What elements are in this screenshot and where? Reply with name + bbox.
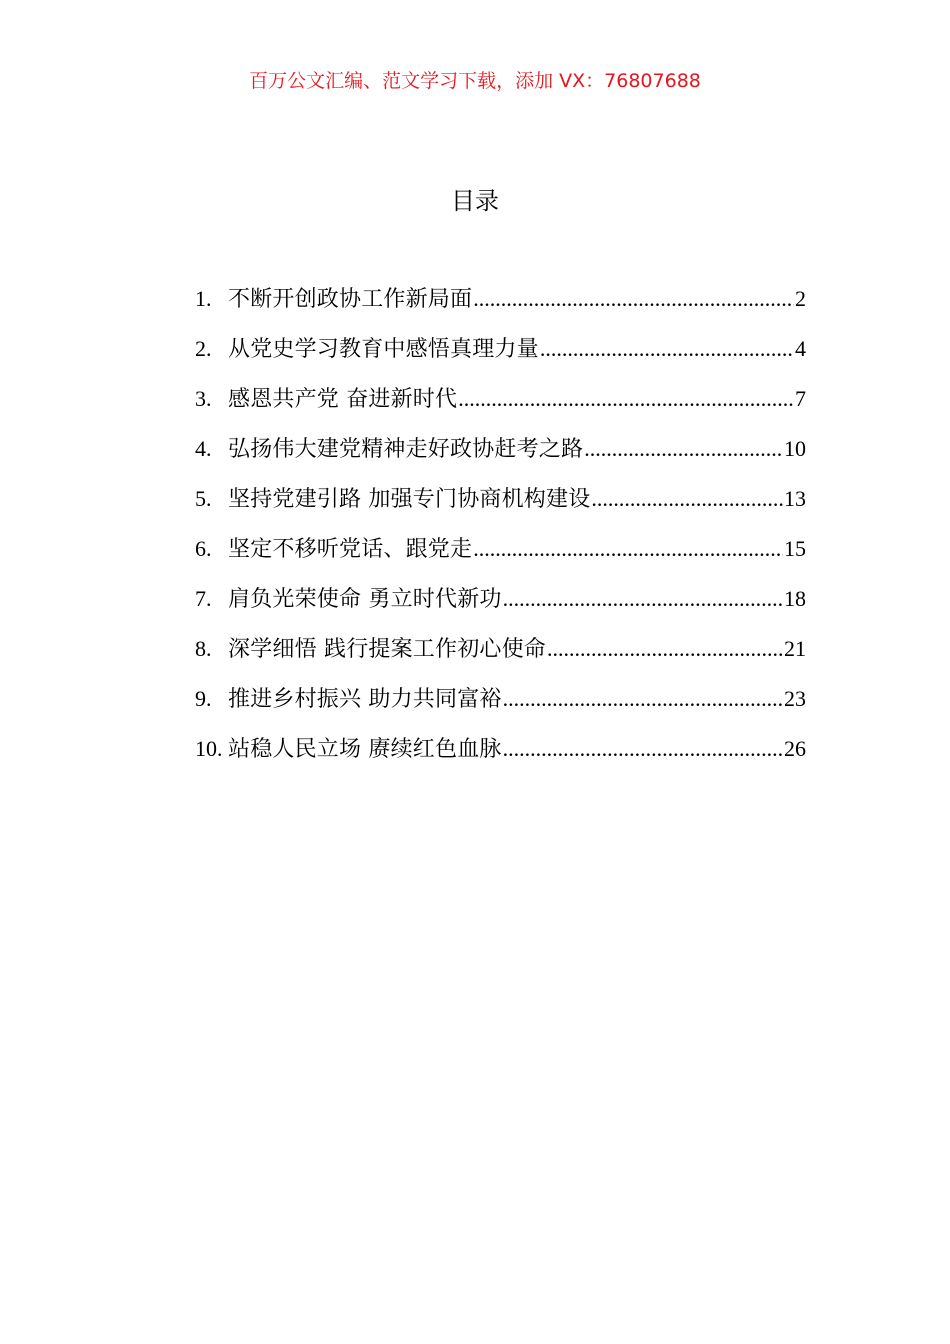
toc-dot-leader	[503, 732, 783, 766]
toc-entry-title: 从党史学习教育中感悟真理力量	[228, 337, 539, 362]
toc-dot-leader	[503, 682, 783, 716]
toc-entry-page: 4	[795, 336, 806, 361]
toc-entry-title: 坚定不移听党话、跟党走	[228, 537, 473, 562]
toc-entry-number: 6.	[195, 536, 212, 561]
toc-entry-number: 10.	[195, 736, 223, 761]
table-of-contents	[195, 282, 806, 782]
toc-entry[interactable]	[195, 732, 806, 782]
toc-dot-leader	[473, 282, 794, 316]
toc-dot-leader	[540, 332, 794, 366]
toc-entry[interactable]	[195, 582, 806, 632]
toc-entry-page: 7	[795, 386, 806, 411]
toc-entry[interactable]	[195, 432, 806, 482]
toc-entry-page: 26	[784, 736, 806, 761]
toc-entry-number: 2.	[195, 336, 212, 361]
toc-entry-page: 18	[784, 586, 806, 611]
toc-entry-number: 9.	[195, 686, 212, 711]
toc-entry-number: 8.	[195, 636, 212, 661]
toc-entry[interactable]	[195, 282, 806, 332]
toc-entry[interactable]	[195, 532, 806, 582]
toc-dot-leader	[584, 432, 783, 466]
toc-entry-number: 4.	[195, 436, 212, 461]
toc-dot-leader	[473, 532, 783, 566]
toc-entry[interactable]	[195, 482, 806, 532]
toc-dot-leader	[591, 482, 783, 516]
toc-entry-title: 肩负光荣使命 勇立时代新功	[228, 587, 502, 612]
toc-entry[interactable]	[195, 382, 806, 432]
toc-dot-leader	[547, 632, 783, 666]
toc-dot-leader	[458, 382, 794, 416]
header-promo-text: 百万公文汇编、范文学习下载，添加 VX：76807688	[249, 70, 701, 92]
toc-entry-title: 不断开创政协工作新局面	[228, 287, 473, 312]
toc-entry-number: 7.	[195, 586, 212, 611]
toc-entry-page: 10	[784, 436, 806, 461]
toc-entry-title: 站稳人民立场 赓续红色血脉	[228, 737, 502, 762]
toc-entry-title: 推进乡村振兴 助力共同富裕	[228, 687, 502, 712]
toc-dot-leader	[503, 582, 783, 616]
toc-entry-page: 21	[784, 636, 806, 661]
toc-entry-page: 23	[784, 686, 806, 711]
toc-entry-page: 13	[784, 486, 806, 511]
toc-entry-number: 5.	[195, 486, 212, 511]
toc-entry-title: 弘扬伟大建党精神走好政协赶考之路	[228, 437, 584, 462]
toc-entry-title: 坚持党建引路 加强专门协商机构建设	[228, 487, 591, 512]
toc-entry-page: 15	[784, 536, 806, 561]
toc-entry-number: 3.	[195, 386, 212, 411]
toc-entry[interactable]	[195, 632, 806, 682]
toc-entry-title: 深学细悟 践行提案工作初心使命	[228, 637, 546, 662]
toc-entry[interactable]	[195, 682, 806, 732]
toc-entry[interactable]	[195, 332, 806, 382]
toc-entry-number: 1.	[195, 286, 212, 311]
toc-entry-page: 2	[795, 286, 806, 311]
toc-title: 目录	[451, 187, 499, 215]
toc-entry-title: 感恩共产党 奋进新时代	[228, 387, 458, 412]
